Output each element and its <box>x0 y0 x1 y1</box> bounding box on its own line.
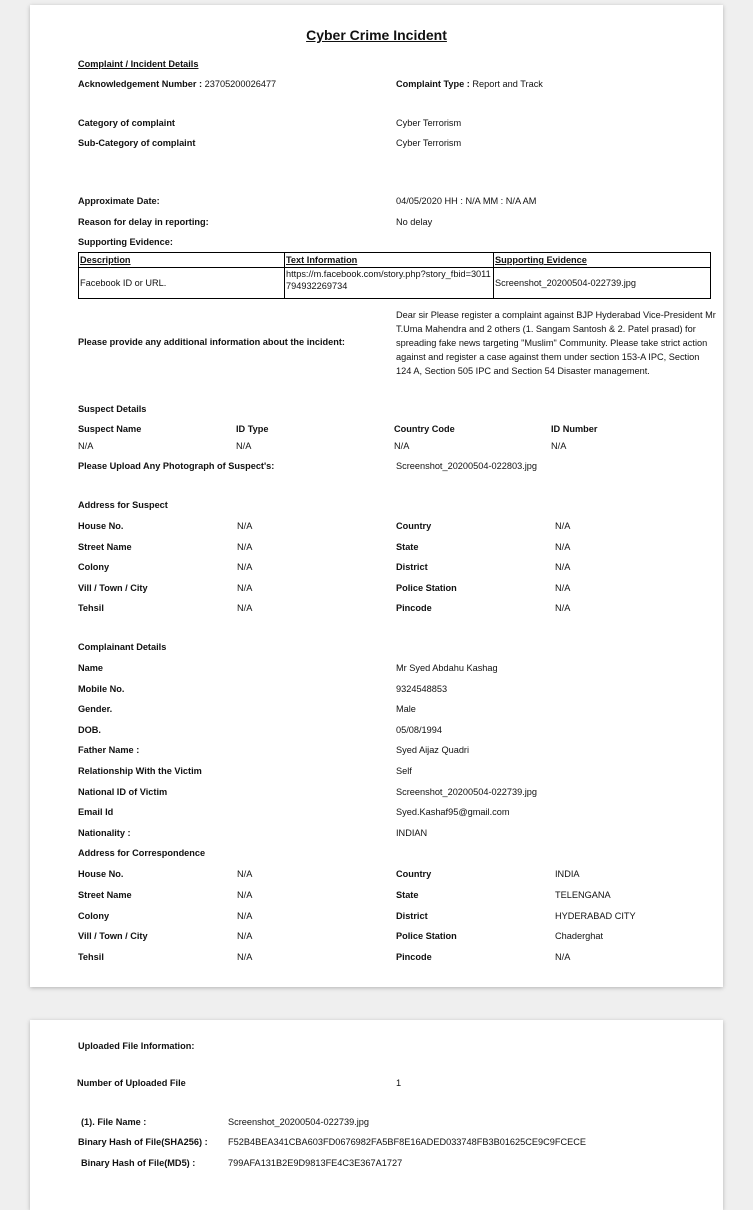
suspect-city-value: N/A <box>237 583 253 593</box>
complainant-gender-value: Male <box>396 704 416 714</box>
complainant-national-id-value: Screenshot_20200504-022739.jpg <box>396 787 537 797</box>
document-page-1 <box>30 5 723 987</box>
ack-number-label: Acknowledgement Number : <box>78 79 203 89</box>
approx-date-value: 04/05/2020 HH : N/A MM : N/A AM <box>396 196 537 206</box>
complainant-nationality-label: Nationality : <box>78 828 131 838</box>
evidence-table <box>78 252 711 299</box>
delay-reason-value: No delay <box>396 217 433 227</box>
corr-state-label: State <box>396 890 419 900</box>
corr-country-label: Country <box>396 869 432 879</box>
sha256-label: Binary Hash of File(SHA256) : <box>78 1137 208 1147</box>
suspect-street-value: N/A <box>237 542 253 552</box>
suspect-photo-label: Please Upload Any Photograph of Suspect's: <box>78 461 275 471</box>
suspect-photo-value: Screenshot_20200504-022803.jpg <box>396 461 537 471</box>
file-name-value: Screenshot_20200504-022739.jpg <box>228 1117 369 1127</box>
ack-number-value: 23705200026477 <box>204 79 277 89</box>
suspect-district-value: N/A <box>555 562 571 572</box>
uploaded-count-label: Number of Uploaded File <box>77 1078 186 1088</box>
corr-district-label: District <box>396 911 428 921</box>
suspect-city-label: Vill / Town / City <box>78 583 148 593</box>
additional-info-text: Dear sir Please register a complaint against BJP Hyderabad Vice-President Mr T.Uma Mahendra and 2 others (1. Sangam Santosh & 2. Patel prasad) for spreading fake news targeting "Muslim" Community. Please take strict action against and register a case against them under section 153-A IPC, Section 124 A, Section 505 IPC and Section 54 Disaster management. <box>396 310 716 376</box>
suspect-colony-value: N/A <box>237 562 253 572</box>
additional-info-label: Please provide any additional information about the incident: <box>78 337 345 347</box>
corr-pincode-value: N/A <box>555 952 571 962</box>
suspect-tehsil-label: Tehsil <box>78 603 104 613</box>
ack-number-row <box>78 78 276 90</box>
complainant-name-value: Mr Syed Abdahu Kashag <box>396 663 498 673</box>
suspect-pincode-value: N/A <box>555 603 571 613</box>
corr-city-label: Vill / Town / City <box>78 931 148 941</box>
category-value: Cyber Terrorism <box>396 118 462 128</box>
complainant-father-label: Father Name : <box>78 745 140 755</box>
corr-city-value: N/A <box>237 931 253 941</box>
complainant-mobile-label: Mobile No. <box>78 684 125 694</box>
correspondence-address-heading: Address for Correspondence <box>78 848 206 858</box>
suspect-country-label: Country <box>396 521 432 531</box>
complaint-type-value: Report and Track <box>472 79 543 89</box>
suspect-house-label: House No. <box>78 521 124 531</box>
complainant-gender-label: Gender. <box>78 704 113 714</box>
suspect-col-country-code: Country Code <box>394 424 455 434</box>
suspect-district-label: District <box>396 562 428 572</box>
suspect-address-heading: Address for Suspect <box>78 500 168 510</box>
corr-police-station-label: Police Station <box>396 931 457 941</box>
suspect-col-id-type: ID Type <box>236 424 269 434</box>
complainant-email-value: Syed.Kashaf95@gmail.com <box>396 807 510 817</box>
evidence-url-cell: https://m.facebook.com/story.php?story_fbid=3011794932269734 <box>285 268 494 299</box>
uploaded-files-heading: Uploaded File Information: <box>78 1041 195 1051</box>
md5-value: 799AFA131B2E9D9813FE4C3E367A1727 <box>228 1158 403 1168</box>
complaint-type-row <box>396 78 543 90</box>
section-heading-incident: Complaint / Incident Details <box>78 59 199 69</box>
suspect-col-name: Suspect Name <box>78 424 142 434</box>
suspect-country-code-value: N/A <box>394 441 410 451</box>
uploaded-count-value: 1 <box>396 1078 402 1088</box>
evidence-col-supporting: Supporting Evidence <box>494 253 711 268</box>
complainant-relationship-value: Self <box>396 766 412 776</box>
complainant-name-label: Name <box>78 663 104 673</box>
supporting-evidence-label: Supporting Evidence: <box>78 237 173 247</box>
evidence-file-cell: Screenshot_20200504-022739.jpg <box>494 268 711 299</box>
corr-district-value: HYDERABAD CITY <box>555 911 636 921</box>
evidence-description-cell: Facebook ID or URL. <box>79 268 285 299</box>
complainant-mobile-value: 9324548853 <box>396 684 448 694</box>
corr-country-value: INDIA <box>555 869 580 879</box>
corr-tehsil-value: N/A <box>237 952 253 962</box>
complainant-nationality-value: INDIAN <box>396 828 428 838</box>
suspect-police-station-value: N/A <box>555 583 571 593</box>
suspect-state-value: N/A <box>555 542 571 552</box>
complainant-dob-value: 05/08/1994 <box>396 725 442 735</box>
corr-street-label: Street Name <box>78 890 132 900</box>
suspect-heading: Suspect Details <box>78 404 147 414</box>
complainant-national-id-label: National ID of Victim <box>78 787 168 797</box>
suspect-house-value: N/A <box>237 521 253 531</box>
corr-colony-value: N/A <box>237 911 253 921</box>
corr-pincode-label: Pincode <box>396 952 432 962</box>
suspect-street-label: Street Name <box>78 542 132 552</box>
corr-house-value: N/A <box>237 869 253 879</box>
complainant-email-label: Email Id <box>78 807 114 817</box>
corr-state-value: TELENGANA <box>555 890 611 900</box>
document-page-2 <box>30 1020 723 1210</box>
suspect-id-type-value: N/A <box>236 441 252 451</box>
suspect-name-value: N/A <box>78 441 94 451</box>
corr-tehsil-label: Tehsil <box>78 952 104 962</box>
complainant-heading: Complainant Details <box>78 642 167 652</box>
md5-label: Binary Hash of File(MD5) : <box>81 1158 196 1168</box>
complaint-type-label: Complaint Type : <box>396 79 470 89</box>
suspect-id-number-value: N/A <box>551 441 567 451</box>
corr-street-value: N/A <box>237 890 253 900</box>
corr-colony-label: Colony <box>78 911 110 921</box>
complainant-dob-label: DOB. <box>78 725 101 735</box>
corr-house-label: House No. <box>78 869 124 879</box>
complainant-father-value: Syed Aijaz Quadri <box>396 745 470 755</box>
sha256-value: F52B4BEA341CBA603FD0676982FA5BF8E16ADED033748FB3B01625CE9C9FCECE <box>228 1137 587 1147</box>
subcategory-value: Cyber Terrorism <box>396 138 462 148</box>
complainant-relationship-label: Relationship With the Victim <box>78 766 202 776</box>
file-name-label: (1). File Name : <box>81 1117 147 1127</box>
suspect-police-station-label: Police Station <box>396 583 457 593</box>
suspect-colony-label: Colony <box>78 562 110 572</box>
category-label: Category of complaint <box>78 118 175 128</box>
evidence-table-header <box>79 253 711 268</box>
suspect-state-label: State <box>396 542 419 552</box>
suspect-tehsil-value: N/A <box>237 603 253 613</box>
suspect-col-id-number: ID Number <box>551 424 598 434</box>
evidence-col-description: Description <box>79 253 285 268</box>
document-title: Cyber Crime Incident <box>306 27 447 43</box>
corr-police-station-value: Chaderghat <box>555 931 604 941</box>
evidence-col-text-info: Text Information <box>285 253 494 268</box>
suspect-pincode-label: Pincode <box>396 603 432 613</box>
table-row <box>79 268 711 299</box>
subcategory-label: Sub-Category of complaint <box>78 138 196 148</box>
delay-reason-label: Reason for delay in reporting: <box>78 217 209 227</box>
suspect-country-value: N/A <box>555 521 571 531</box>
approx-date-label: Approximate Date: <box>78 196 160 206</box>
